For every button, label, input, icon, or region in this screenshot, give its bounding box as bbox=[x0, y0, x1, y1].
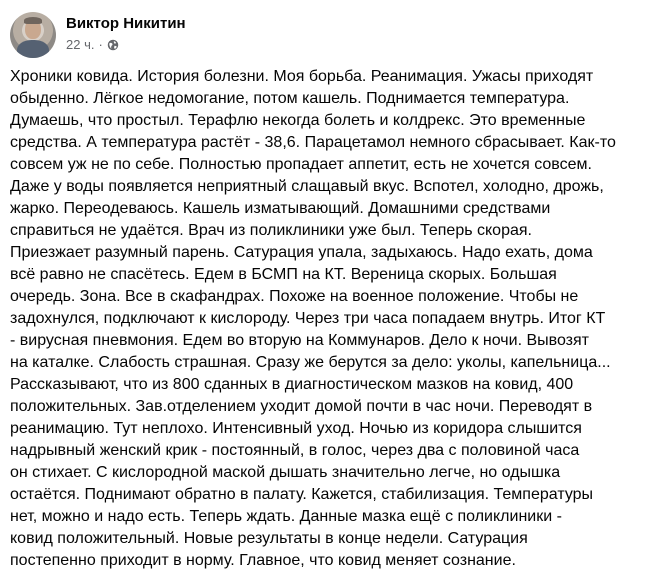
post-text-line: задохнулся, подключают к кислороду. Через три часа попадаем внутрь. Итог КТ bbox=[10, 310, 606, 327]
avatar-hair-shape bbox=[24, 17, 42, 24]
post-text-line: он стихает. С кислородной маской дышать значительно легче, но одышка bbox=[10, 464, 561, 481]
post-meta bbox=[66, 37, 119, 52]
author-name[interactable]: Виктор Никитин bbox=[66, 15, 186, 32]
globe-icon[interactable] bbox=[107, 39, 119, 51]
post-text-line: обыденно. Лёгкое недомогание, потом кашель. Поднимается температура. bbox=[10, 90, 570, 107]
post-text-line: Рассказывают, что из 800 сданных в диагностическом мазков на ковид, 400 bbox=[10, 376, 574, 393]
post-text-line: Даже у воды появляется неприятный слащавый вкус. Вспотел, холодно, дрожь, bbox=[10, 178, 604, 195]
post-time[interactable]: 22 ч. bbox=[66, 37, 95, 52]
post-text-line: Хроники ковида. История болезни. Моя борьба. Реанимация. Ужасы приходят bbox=[10, 68, 594, 85]
post-text-line: совсем уж не по себе. Полностью пропадает аппетит, есть не хочется совсем. bbox=[10, 156, 592, 173]
post-text-line: реанимацию. Тут неплохо. Интенсивный уход. Ночью из коридора слышится bbox=[10, 420, 582, 437]
post-text-line: очередь. Зона. Все в скафандрах. Похоже на военное положение. Чтобы не bbox=[10, 288, 579, 305]
avatar-body-shape bbox=[17, 40, 49, 58]
post-text-line: справиться не удаётся. Врач из поликлиники уже был. Теперь скорая. bbox=[10, 222, 532, 239]
post-text-line: - вирусная пневмония. Едем во вторую на Коммунаров. Дело к ночи. Вывозят bbox=[10, 332, 590, 349]
post-text-line: надрывный женский крик - постоянный, в голос, через два с половиной часа bbox=[10, 442, 580, 459]
post-text-line: нет, можно и надо есть. Теперь ждать. Данные мазка ещё с поликлиники - bbox=[10, 508, 562, 525]
post-text-line: всё равно не спасётесь. Едем в БСМП на КТ. Вереница скорых. Большая bbox=[10, 266, 557, 283]
post-text-line: средства. А температура растёт - 38,6. Парацетамол немного сбрасывает. Как-то bbox=[10, 134, 616, 151]
post-text bbox=[10, 66, 640, 572]
post-header bbox=[10, 10, 630, 60]
meta-separator: · bbox=[98, 37, 103, 52]
author-avatar[interactable] bbox=[10, 12, 56, 58]
post-text-line: на каталке. Слабость страшная. Сразу же берутся за дело: уколы, капельница... bbox=[10, 354, 611, 371]
post-text-line: ковид положительный. Новые результаты в конце недели. Сатурация bbox=[10, 530, 528, 547]
post-text-line: Думаешь, что простыл. Терафлю некогда болеть и колдрекс. Это временные bbox=[10, 112, 586, 129]
post-text-line: положительных. Зав.отделением уходит домой почти в час ночи. Переводят в bbox=[10, 398, 593, 415]
post-text-line: остаётся. Поднимают обратно в палату. Кажется, стабилизация. Температуры bbox=[10, 486, 594, 503]
post-text-line: Приезжает разумный парень. Сатурация упала, задыхаюсь. Надо ехать, дома bbox=[10, 244, 593, 261]
post-text-line: жарко. Переодеваюсь. Кашель изматывающий. Домашними средствами bbox=[10, 200, 551, 217]
post-text-line: постепенно приходит в норму. Главное, что ковид меняет сознание. bbox=[10, 552, 516, 569]
